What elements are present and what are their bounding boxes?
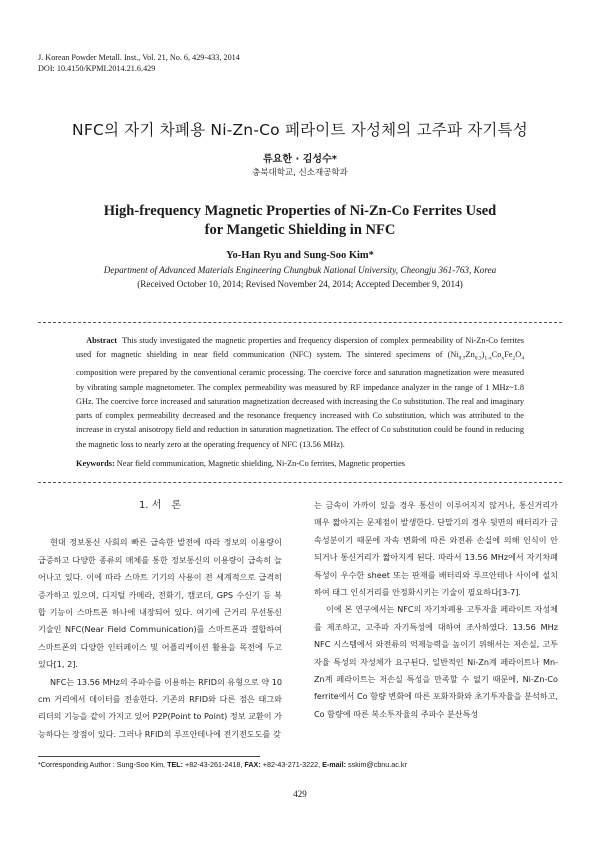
korean-title: NFC의 자기 차폐용 Ni-Zn-Co 페라이트 자성체의 고주파 자기특성 [72,121,528,139]
intro-paragraph-2: NFC는 13.56 MHz의 주파수를 이용하는 RFID의 유형으로 약 10 cm 거리에서 데이터를 전송한다. 기존의 RFID와 다른 점은 태그와 리더의 기능을 같이 가지고 있어 P2P(Point to Point) 정보 교환이 가능하다는 장점이 있다. 그러나 RFID의 루프안테나에 전기전도도를 갖 [38,676,282,739]
footnote-tel-label: TEL: [167,760,184,769]
footnote-divider [38,756,260,757]
abstract-label: Abstract [86,336,118,345]
abstract-text-b: composition were prepared by the conventional ceramic processing. The coercive force and saturation magnetization were measured by vibrating sample magnetometer. The complex permeability was measured by RF impedance analyzer in the range of 1 MHz~1.8 GHz. The coercive force increased and saturation magnetization decreased with increasing the Co substitution. The real and imaginary parts of complex permeability decreased and the resonance frequency increased with Co substitution, which was attributed to the increase in crystal anisotropy field and reduction in saturation magnetization. The effect of Co substitution could be found in reducing the magnetic loss to nearly zero at the operating frequency of NFC (13.56 MHz). [76,368,524,449]
english-title-line2: for Mangetic Shielding in NFC [204,222,396,238]
korean-authors: 류요한 · 김성수* [263,154,337,165]
abstract-formula: $(Ni_{0.7}Zn_{0.3})_{1-x}Co_xFe_2O_4$ [447,350,524,362]
keywords [76,459,524,468]
page-number: 429 [293,789,307,799]
english-affiliation: Department of Advanced Materials Engineering Chungbuk National University, Cheongju 361-763, Korea [103,265,497,275]
intro-paragraph-4: 이에 본 연구에서는 NFC의 자기차폐용 고투자율 페라이트 자성체를 제조하고, 고주파 자기특성에 대하여 조사하였다. 13.56 MHz NFC 시스템에서 와전류의 억제능력을 높이기 위해서는 저손실, 고투자율 특성의 자성체가 요구된다. 일반적인 Ni-Zn계 페라이트나 Mn-Zn계 페라이트는 저손실 특성을 만족할 수 없기 때문에, Ni-Zn-Co ferrite에서 Co 함량 변화에 따른 포화자화와 초기투자율을 분석하고, Co 함량에 따른 복소투자율의 주파수 분산특성 [314,604,558,719]
journal-volume-line: J. Korean Powder Metall. Inst., Vol. 21, No. 6, 429-433, 2014 [38,53,240,62]
footnote-label: *Corresponding Author : [38,760,117,769]
abstract-bottom-divider [38,482,562,483]
abstract-text-a: This study investigated the magnetic properties and frequency dispersion of complex permeability of Ni-Zn-Co ferrites used for magnetic shielding in near field communication (NFC) system. The sintered specimens of [76,336,524,360]
section-heading-introduction: 1. 서 론 [138,500,182,511]
footnote-tel: +82-43-261-2418, [183,760,245,769]
english-title-line1: High-frequency Magnetic Properties of Ni-Zn-Co Ferrites Used [103,203,497,219]
intro-paragraph-1: 현대 정보통신 사회의 빠른 급속한 발전에 따라 정보의 이용량이 급증하고 다양한 종류의 매체를 통한 정보통신의 이용량이 급속히 늘어나고 있다. 이에 따라 스마트 기기의 사용이 전 세계적으로 급격히 증가하고 있으며, 디지털 카메라, 전화기, 캠코더, GPS 수신기 등 복합 기능이 스마트폰 하나에 내장되어 있다. 여기에 근거리 무선통신 기술인 NFC(Near Field Communication)를 스마트폰과 결합하여 스마트폰의 다양한 인터페이스 및 어플리케이션 활용을 목전에 두고 있다[1, 2]. [38,537,282,670]
english-authors: Yo-Han Ryu and Sung-Soo Kim* [226,250,374,261]
keywords-text: Near field communication, Magnetic shielding, Ni-Zn-Co ferrites, Magnetic properties [116,459,406,468]
journal-citation [38,52,240,74]
abstract-top-divider [38,322,562,323]
abstract [76,334,524,452]
english-title [0,202,600,240]
footnote-name: Sung-Soo Kim, [116,760,168,769]
left-column [38,497,282,743]
received-dates: (Received October 10, 2014; Revised November 24, 2014; Accepted December 9, 2014) [137,279,463,289]
footnote-fax-label: FAX: [244,760,261,769]
keywords-label: Keywords: [76,459,115,468]
corresponding-author-footnote [38,760,407,769]
footnote-email: sskim@cbnu.ac.kr [346,760,407,769]
journal-doi-line: DOI: 10.4150/KPMI.2014.21.6.429 [38,64,156,73]
footnote-fax: +82-43-271-3222, [260,760,323,769]
intro-paragraph-3: 는 금속이 가까이 있을 경우 통신이 이루어지지 않거나, 통신거리가 매우 짧아지는 문제점이 발생한다. 단말기의 경우 뒷면의 배터리가 금속성분이기 때문에 자속 변화에 따른 와전류 손실에 의해 인식이 안 되거나 통신거리가 짧아지게 된다. 따라서 13.56 MHz에서 자기차폐 특성이 우수한 sheet 또는 판재를 배터리와 루프안테나 사이에 설치하여 태그 인식거리를 안정화시키는 기술이 필요하다[3-7]. [314,500,558,598]
korean-affiliation: 충북대학교, 신소재공학과 [252,168,348,178]
footnote-email-label: E-mail: [322,760,347,769]
right-column [314,497,558,723]
